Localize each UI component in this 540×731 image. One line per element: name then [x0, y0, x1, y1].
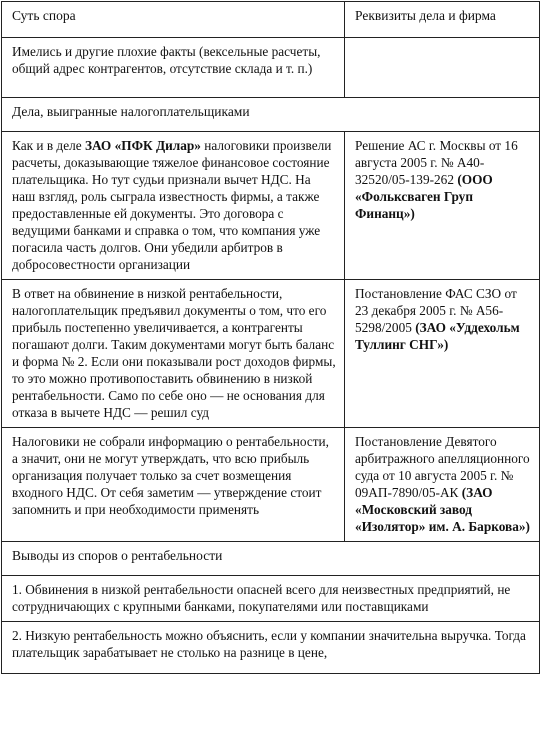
dispute-text — [2, 280, 345, 428]
dispute-text: Имелись и другие плохие факты (вексельные расчеты, общий адрес контрагентов, отсутствие склада и т. п.) — [2, 38, 345, 98]
dispute-text-part: налоговики произвели расчеты, доказывающие тяжелое финансовое состояние плательщика. Но тут судьи признали вычет НДС. На наш взгляд, роль сыграла известность фирмы, а также предоставленные ей документы. Это договора с ведущими банками и справка о том, что компания уже погасила часть долгов. Они убедили арбитров в добросовестности организации — [12, 138, 332, 272]
table-row — [2, 576, 540, 622]
section-title-won-cases: Дела, выигранные налогоплательщиками — [2, 98, 540, 132]
case-details — [345, 132, 540, 280]
section-row — [2, 542, 540, 576]
header-case-details: Реквизиты дела и фирма — [345, 2, 540, 38]
table-header-row — [2, 2, 540, 38]
conclusion-item: 2. Низкую рентабельность можно объяснить, если у компании значительна выручка. Тогда плательщик зарабатывает не столько на разнице в цене, — [2, 622, 540, 674]
dispute-text-part: В ответ на обвинение в низкой рентабельности, налогоплательщик предъявил документы о том, что его прибыль постепенно увеличивается, а контрагенты погашают долги. Таким документами могут быть баланс и форма № 2. Если они показывали рост доходов фирмы, то это можно противопоставить обвинению в низкой рентабельности. Само по себе оно — не основания для отказа в вычете НДС — решил суд — [12, 286, 336, 420]
company-name: ЗАО «ПФК Дилар» — [84, 138, 201, 153]
table-row — [2, 622, 540, 674]
case-details — [345, 38, 540, 98]
header-dispute-essence: Суть спора — [2, 2, 345, 38]
table-row — [2, 132, 540, 280]
table-row — [2, 428, 540, 542]
case-reference: Решение АС г. Москвы от 16 августа 2005 г. № А40-32520/05-139-262 — [355, 138, 518, 187]
dispute-text — [2, 132, 345, 280]
case-reference: Постановление ФАС СЗО от 23 декабря 2005 г. № А56-5298/2005 — [355, 286, 517, 335]
dispute-text-part: Как и в деле — [12, 138, 85, 153]
section-title-conclusions: Выводы из споров о рентабельности — [2, 542, 540, 576]
conclusion-item: 1. Обвинения в низкой рентабельности опасней всего для неизвестных предприятий, не сотрудничающих с крупными банками, покупателями или поставщиками — [2, 576, 540, 622]
dispute-text-part: Налоговики не собрали информацию о рентабельности, а значит, они не могут утверждать, что всю прибыль организация получает только за счет возмещения входного НДС. От себя заметим — утверждение стоит запомнить и при необходимости применять — [12, 434, 329, 517]
section-row — [2, 98, 540, 132]
table-row — [2, 280, 540, 428]
case-reference: Постановление Девятого арбитражного апелляционного суда от 10 августа 2005 г. № 09АП-7890/05-АК — [355, 434, 530, 500]
case-details — [345, 428, 540, 542]
company-name: (ЗАО «Уддехольм Туллинг СНГ») — [355, 320, 520, 352]
company-name: (ЗАО «Московский завод «Изолятор» им. А. Баркова») — [355, 485, 530, 534]
table-row — [2, 38, 540, 98]
dispute-text — [2, 428, 345, 542]
tax-disputes-table — [1, 1, 540, 674]
company-name: (ООО «Фольксваген Груп Финанц») — [355, 172, 493, 221]
case-details — [345, 280, 540, 428]
